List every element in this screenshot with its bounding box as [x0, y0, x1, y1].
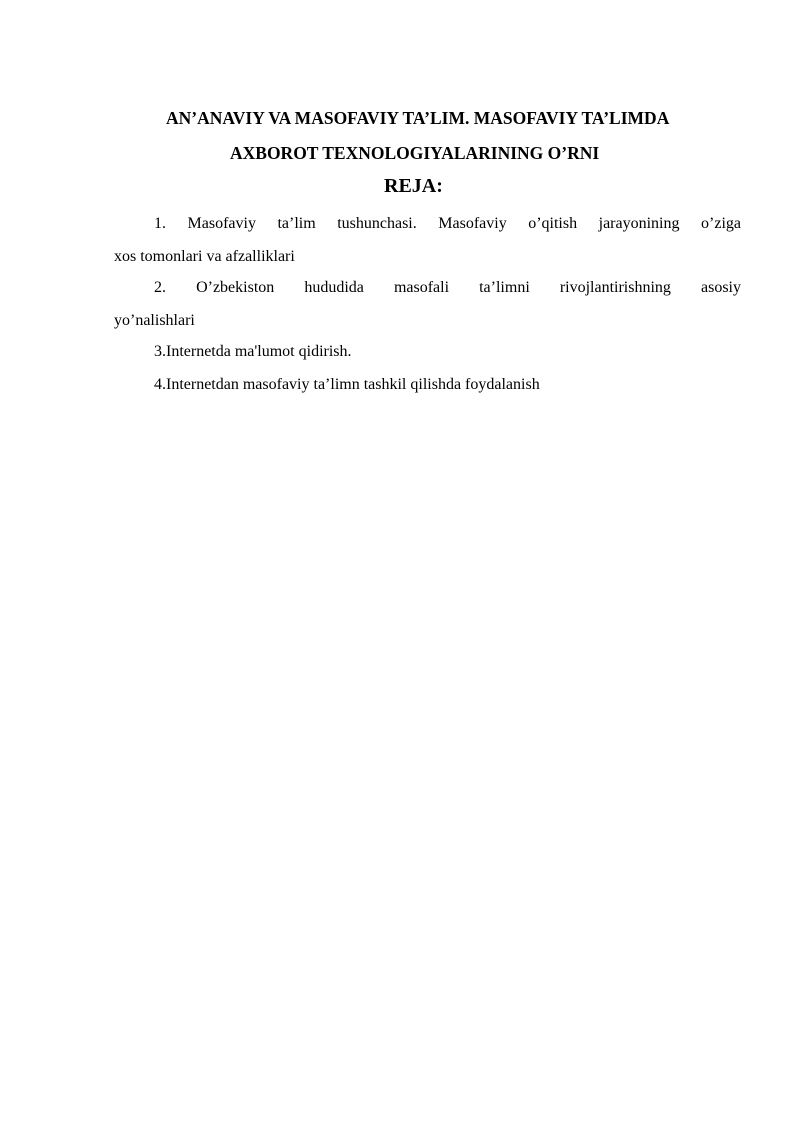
plan-item-2-text: 2. O’zbekiston hududida masofali ta’limni rivojlantirishning asosiy [154, 279, 741, 296]
plan-item-4-text: 4.Internetdan masofaviy ta’limn tashkil qilishda foydalanish [154, 376, 540, 393]
plan-item-1-text: 1. Masofaviy ta’lim tushunchasi. Masofaviy o’qitish jarayonining o’ziga [154, 215, 741, 232]
plan-item-4 [114, 368, 741, 401]
plan-item-2 [114, 271, 741, 337]
plan-item-1 [114, 207, 741, 273]
plan-item-3-text: 3.Internetda ma'lumot qidirish. [154, 343, 352, 360]
plan-item-1-continuation: xos tomonlari va afzalliklari [114, 248, 295, 265]
plan-item-3 [114, 335, 741, 368]
plan-item-2-continuation: yo’nalishlari [114, 312, 195, 329]
document-title-line-1: AN’ANAVIY VA MASOFAVIY TA’LIM. MASOFAVIY TA’LIMDA [166, 108, 670, 128]
document-title-line-2: AXBOROT TEXNOLOGIYALARINING O’RNI [230, 143, 600, 163]
plan-heading: REJA: [384, 175, 443, 197]
